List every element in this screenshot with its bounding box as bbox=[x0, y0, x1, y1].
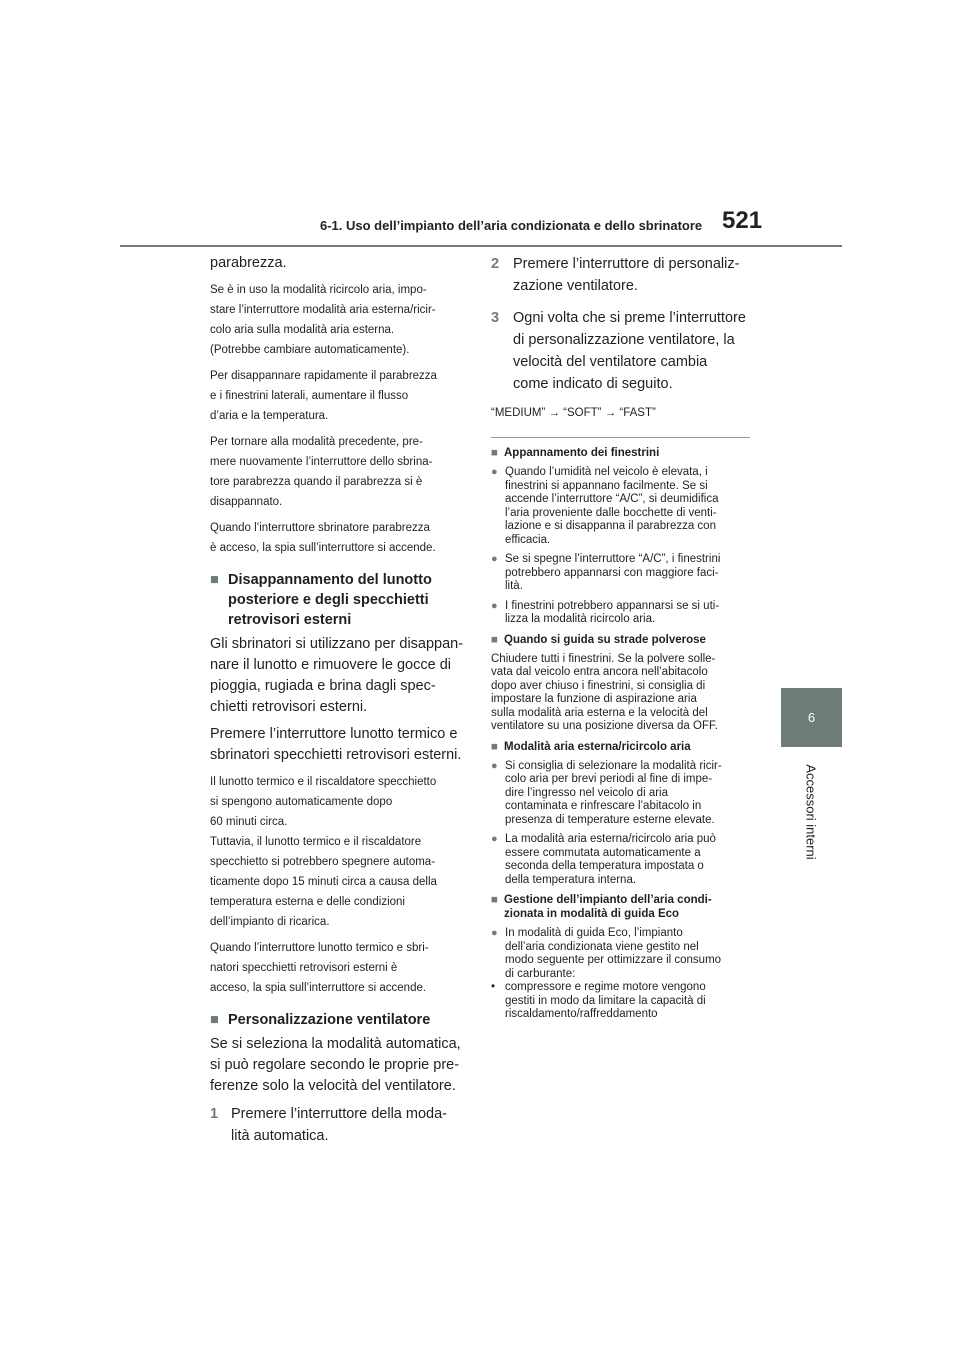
line: Quando l’umidità nel veicolo è elevata, i bbox=[505, 466, 708, 478]
line: Si consiglia di selezionare la modalità ricir- bbox=[505, 759, 722, 772]
list-item bbox=[491, 600, 750, 627]
square-bullet-icon: ■ bbox=[491, 740, 498, 753]
line: lazione e si disappanna il parabrezza con bbox=[505, 520, 716, 532]
header-divider bbox=[120, 245, 842, 247]
line: presenza di temperature esterne elevate. bbox=[505, 813, 715, 826]
circle-bullet-icon: ● bbox=[491, 466, 498, 478]
line: lità automatica. bbox=[231, 1128, 329, 1144]
line: si può regolare secondo le proprie pre- bbox=[210, 1057, 460, 1073]
line: sbrinatori specchietti retrovisori esterni. bbox=[210, 747, 462, 763]
chapter-number: 6 bbox=[807, 710, 816, 725]
line: Modalità aria esterna/ricircolo aria bbox=[504, 740, 691, 753]
line: lità. bbox=[505, 580, 523, 592]
square-bullet-icon: ■ bbox=[491, 447, 498, 459]
line: l’aria proveniente dalle bocchette di venti- bbox=[505, 506, 717, 519]
line: accende l’interruttore “A/C”, si deumidifica bbox=[505, 493, 719, 505]
line: Quando l’interruttore sbrinatore parabrezza bbox=[210, 522, 430, 534]
page-number: 521 bbox=[722, 207, 763, 234]
list-item bbox=[491, 553, 750, 594]
line: 60 minuti circa. bbox=[210, 816, 288, 828]
line: impostare la funzione di aspirazione aria bbox=[491, 693, 697, 705]
line: modo seguente per ottimizzare il consumo bbox=[505, 954, 722, 966]
line: In modalità di guida Eco, l’impianto bbox=[505, 927, 683, 939]
line: (Potrebbe cambiare automaticamente). bbox=[210, 344, 410, 356]
section-heading bbox=[210, 1010, 468, 1030]
line: zionata in modalità di guida Eco bbox=[504, 908, 680, 920]
fan-speed-sequence: “MEDIUM” → “SOFT” → “FAST” bbox=[491, 407, 656, 419]
line: Chiudere tutti i finestrini. Se la polvere solle- bbox=[491, 652, 716, 665]
square-bullet-icon: ■ bbox=[210, 1012, 219, 1028]
list-item bbox=[491, 466, 750, 547]
line: Premere l’interruttore lunotto termico e bbox=[210, 726, 458, 742]
line: gestiti in modo da limitare la capacità di bbox=[505, 994, 706, 1007]
square-bullet-icon: ■ bbox=[491, 894, 498, 906]
step-number: 3 bbox=[491, 310, 500, 326]
line: Se si spegne l’interruttore “A/C”, i finestrini bbox=[505, 553, 721, 565]
square-bullet-icon: ■ bbox=[210, 572, 219, 588]
step bbox=[491, 253, 750, 297]
line: Il lunotto termico e il riscaldatore specchietto bbox=[210, 776, 437, 788]
line: Tuttavia, il lunotto termico e il riscaldatore bbox=[210, 836, 422, 848]
paragraph bbox=[210, 724, 468, 766]
line: I finestrini potrebbero appannarsi se si uti- bbox=[505, 599, 720, 612]
line: retrovisori esterni bbox=[228, 612, 352, 628]
line: Gestione dell’impianto dell’aria condi- bbox=[504, 894, 712, 906]
line: natori specchietti retrovisori esterni è bbox=[210, 962, 398, 974]
chapter-tab bbox=[781, 688, 842, 747]
step-number: 1 bbox=[210, 1106, 219, 1122]
line: dire l’ingresso nel veicolo di aria bbox=[505, 786, 668, 799]
list-item bbox=[491, 833, 750, 887]
note bbox=[210, 938, 468, 998]
line: ferenze solo la velocità del ventilatore. bbox=[210, 1078, 456, 1094]
line: La modalità aria esterna/ricircolo aria può bbox=[505, 833, 716, 845]
line: specchietto si potrebbero spegnere automa- bbox=[210, 856, 436, 868]
line: d’aria e la temperatura. bbox=[210, 410, 329, 422]
subsection-heading bbox=[491, 740, 750, 754]
list-item bbox=[491, 760, 750, 828]
line: della temperatura interna. bbox=[505, 873, 637, 886]
line: pioggia, rugiada e brina dagli spec- bbox=[210, 678, 436, 694]
bullet-dot-icon: • bbox=[491, 981, 496, 993]
right-column bbox=[491, 253, 750, 1022]
line: come indicato di seguito. bbox=[513, 376, 673, 392]
chapter-label: Accessori interni bbox=[803, 764, 819, 860]
paragraph bbox=[210, 634, 468, 718]
left-column bbox=[210, 253, 468, 1147]
line: finestrini si appannano facilmente. Se si bbox=[505, 479, 708, 492]
line: lizza la modalità ricircolo aria. bbox=[505, 613, 656, 625]
line: si spengono automaticamente dopo bbox=[210, 796, 393, 808]
square-bullet-icon: ■ bbox=[491, 633, 498, 646]
line: efficacia. bbox=[505, 533, 551, 546]
line: seconda della temperatura impostata o bbox=[505, 860, 704, 872]
line: ventilatore su una posizione diversa da OFF. bbox=[491, 720, 718, 732]
line: Appannamento dei finestrini bbox=[504, 447, 660, 459]
note bbox=[210, 518, 468, 558]
line: Per tornare alla modalità precedente, pre- bbox=[210, 436, 423, 448]
line: colo aria per brevi periodi al fine di impe- bbox=[505, 773, 713, 785]
line: dopo aver chiuso i finestrini, si consiglia di bbox=[491, 679, 706, 692]
list-item bbox=[491, 927, 750, 981]
line: e i finestrini laterali, aumentare il flusso bbox=[210, 390, 409, 402]
line: vata dal veicolo entra ancora nell’abitacolo bbox=[491, 666, 708, 678]
line: Quando si guida su strade polverose bbox=[504, 633, 706, 646]
line: stare l’interruttore modalità aria esterna/ricir- bbox=[210, 304, 436, 316]
line: compressore e regime motore vengono bbox=[505, 981, 706, 993]
line: temperatura esterna e delle condizioni bbox=[210, 896, 405, 908]
line: velocità del ventilatore cambia bbox=[513, 354, 708, 370]
line: di personalizzazione ventilatore, la bbox=[513, 332, 735, 348]
line: Premere l’interruttore della moda- bbox=[231, 1106, 447, 1122]
step-number: 2 bbox=[491, 256, 500, 272]
line: di carburante: bbox=[505, 967, 576, 980]
line: essere commutata automaticamente a bbox=[505, 846, 701, 859]
line: sulla modalità aria esterna e la velocità del bbox=[491, 706, 708, 719]
line: dell’impianto di ricarica. bbox=[210, 916, 330, 928]
line: dell’aria condizionata viene gestito nel bbox=[505, 940, 699, 953]
line: chietti retrovisori esterni. bbox=[210, 699, 368, 715]
circle-bullet-icon: ● bbox=[491, 833, 498, 845]
line: Se si seleziona la modalità automatica, bbox=[210, 1036, 461, 1052]
line: Disappannamento del lunotto bbox=[228, 572, 432, 588]
line: ticamente dopo 15 minuti circa a causa della bbox=[210, 876, 437, 888]
line: Gli sbrinatori si utilizzano per disappan- bbox=[210, 636, 464, 652]
step bbox=[491, 307, 750, 395]
line: potrebbero appannarsi con maggiore faci- bbox=[505, 566, 719, 579]
subsection-heading bbox=[491, 633, 750, 647]
circle-bullet-icon: ● bbox=[491, 599, 498, 612]
line: mere nuovamente l’interruttore dello sbrina- bbox=[210, 456, 433, 468]
note bbox=[210, 772, 468, 932]
note bbox=[210, 432, 468, 512]
line: Se è in uso la modalità ricircolo aria, impo- bbox=[210, 284, 427, 296]
subsection-heading bbox=[491, 893, 750, 921]
section-heading bbox=[210, 570, 468, 630]
line: nare il lunotto e rimuovere le gocce di bbox=[210, 657, 451, 673]
paragraph: parabrezza. bbox=[210, 255, 287, 271]
line: zazione ventilatore. bbox=[513, 278, 638, 294]
line: tore parabrezza quando il parabrezza si è bbox=[210, 476, 423, 488]
line: Per disappannare rapidamente il parabrezza bbox=[210, 370, 437, 382]
line: Ogni volta che si preme l’interruttore bbox=[513, 310, 746, 326]
line: contaminata e rinfrescare l’abitacolo in bbox=[505, 800, 702, 812]
paragraph bbox=[491, 653, 750, 734]
line: riscaldamento/raffreddamento bbox=[505, 1008, 658, 1020]
paragraph bbox=[210, 1034, 468, 1097]
circle-bullet-icon: ● bbox=[491, 927, 498, 939]
line: disappannato. bbox=[210, 496, 283, 508]
section-title: 6-1. Uso dell’impianto dell’aria condizionata e dello sbrinatore bbox=[320, 218, 703, 233]
step bbox=[210, 1103, 468, 1147]
line: Premere l’interruttore di personaliz- bbox=[513, 256, 740, 272]
line: è acceso, la spia sull’interruttore si accende. bbox=[210, 542, 436, 554]
line: Personalizzazione ventilatore bbox=[228, 1012, 431, 1028]
circle-bullet-icon: ● bbox=[491, 553, 498, 565]
line: colo aria sulla modalità aria esterna. bbox=[210, 324, 395, 336]
note bbox=[210, 366, 468, 426]
subsection-heading bbox=[491, 446, 750, 460]
line: acceso, la spia sull’interruttore si accende. bbox=[210, 982, 427, 994]
line: Quando l’interruttore lunotto termico e sbri- bbox=[210, 942, 429, 954]
sub-list-item bbox=[491, 981, 750, 1022]
note bbox=[210, 280, 468, 360]
circle-bullet-icon: ● bbox=[491, 759, 498, 772]
line: posteriore e degli specchietti bbox=[228, 592, 429, 608]
section-divider bbox=[491, 437, 750, 438]
